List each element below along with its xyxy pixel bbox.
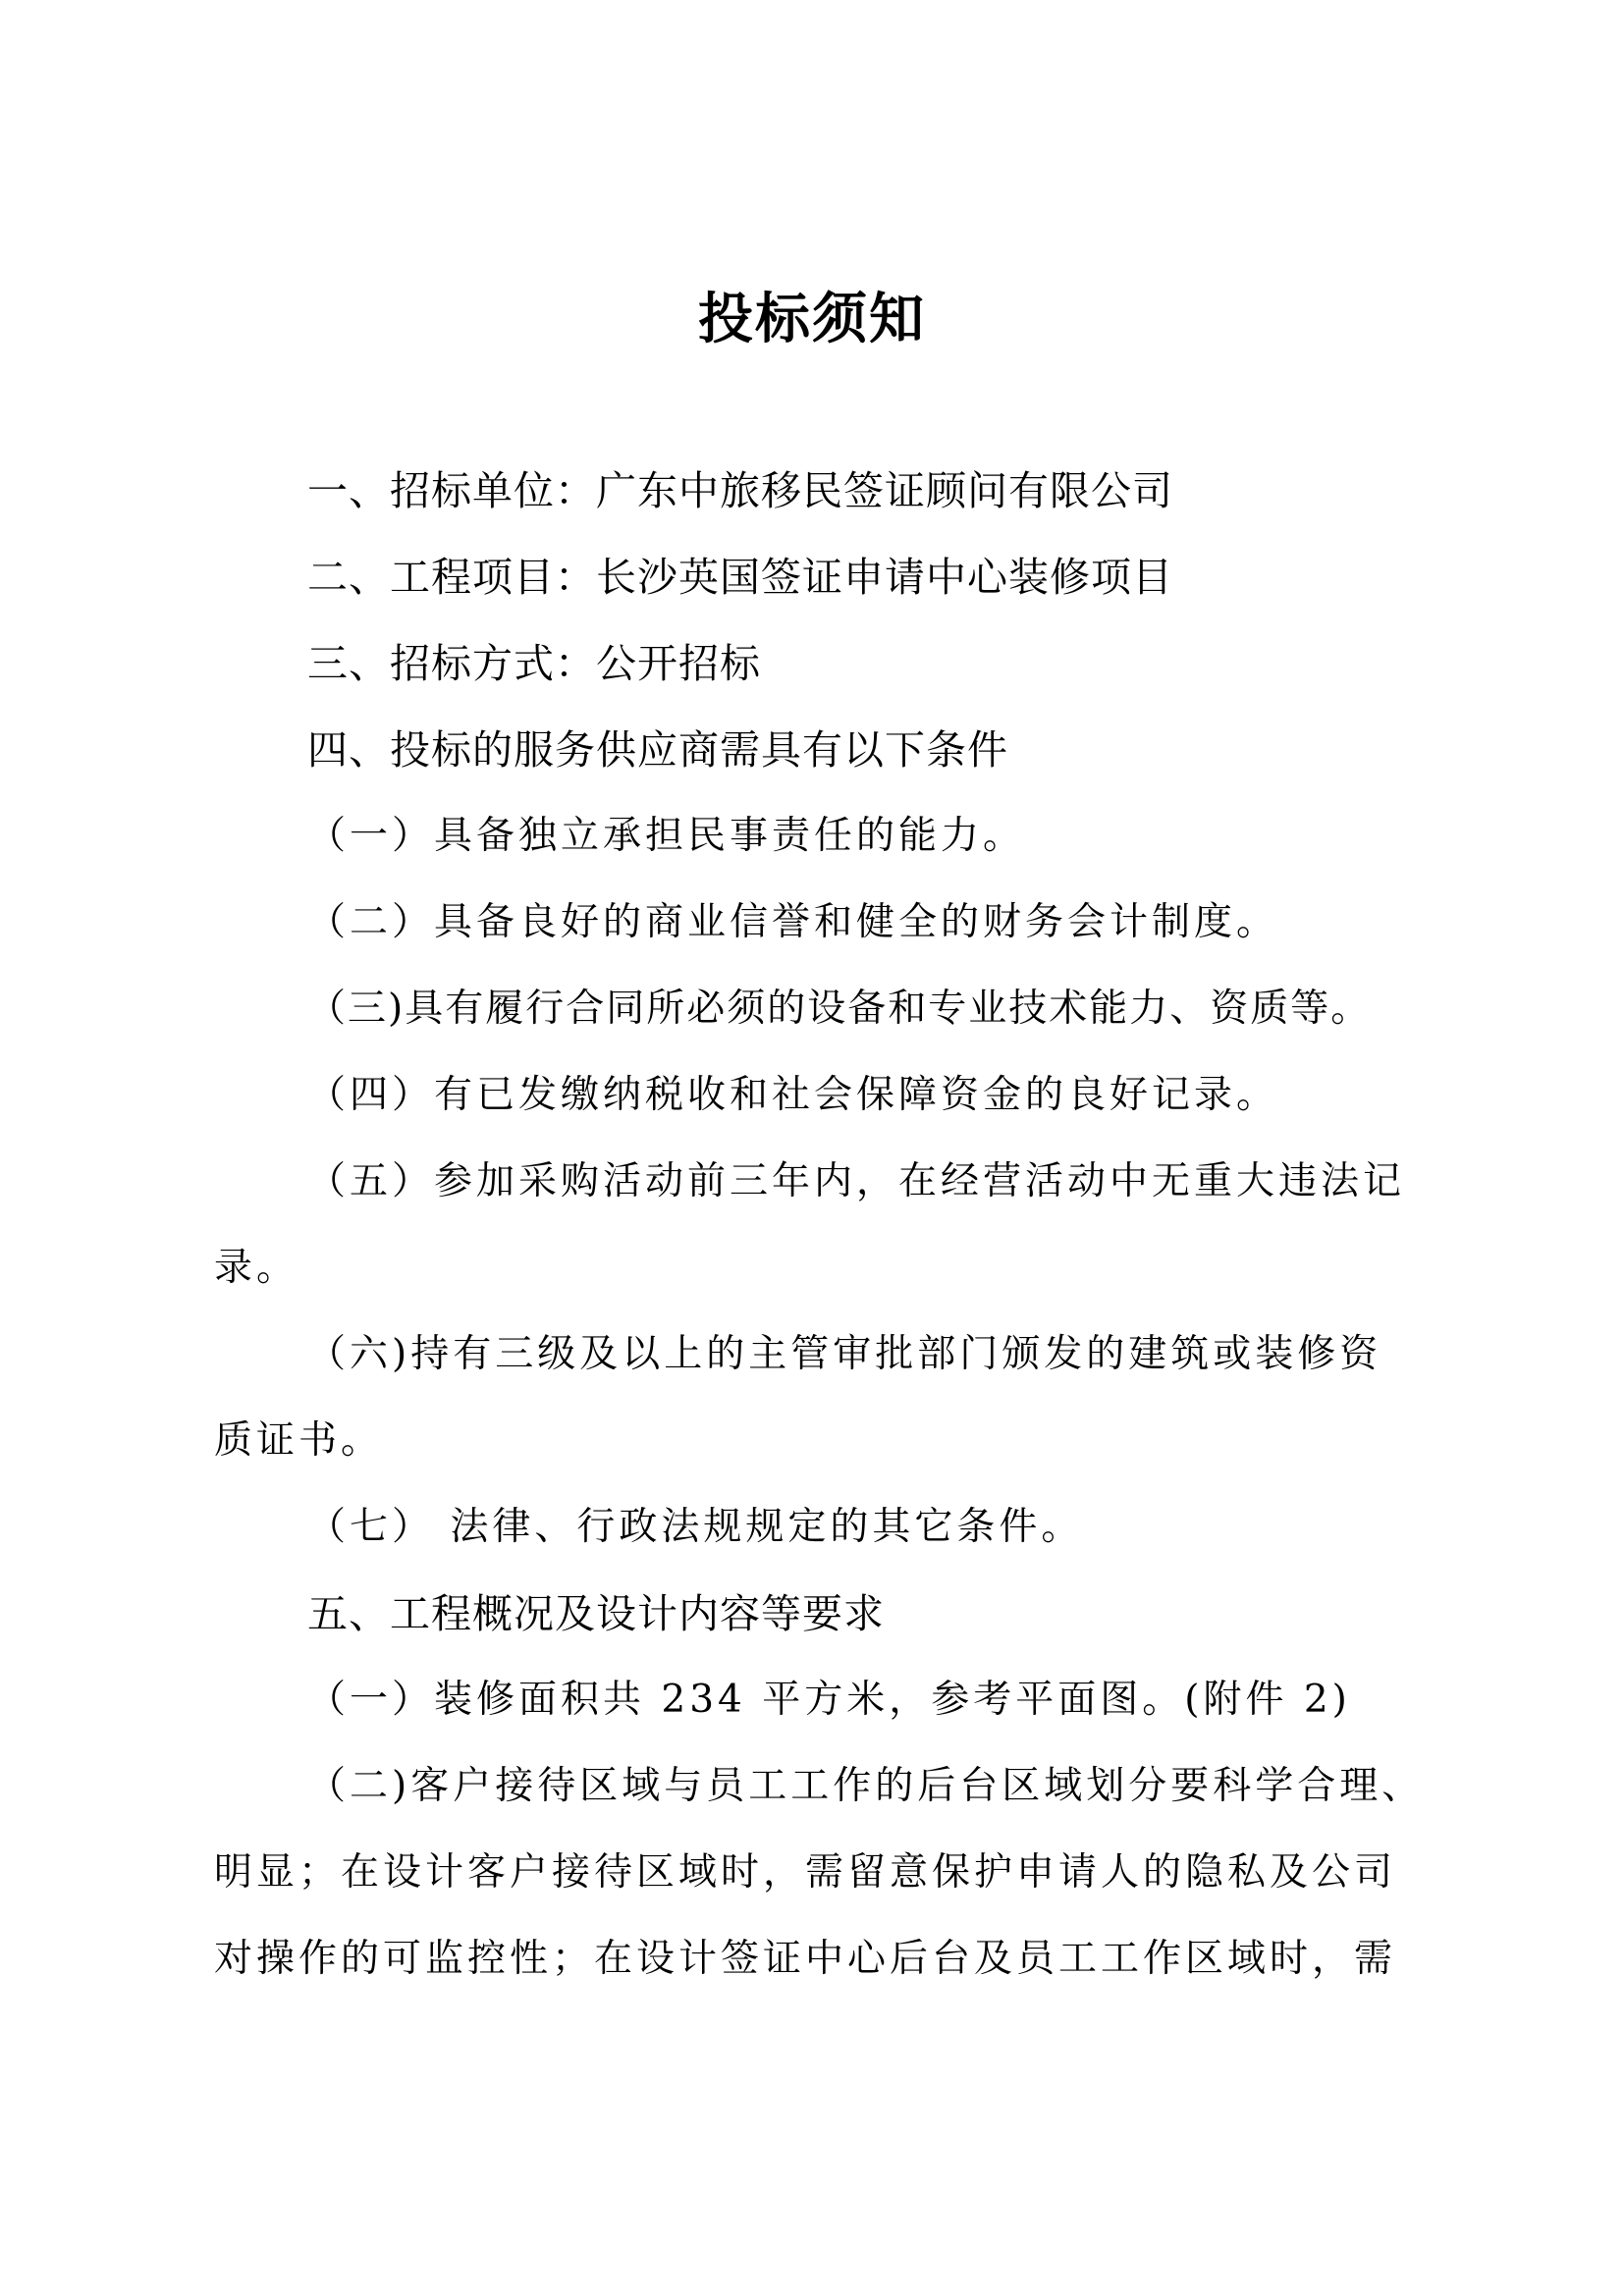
condition-1: （一）具备独立承担民事责任的能力。 [307,814,1026,858]
condition-2: （二）具备良好的商业信誉和健全的财务会计制度。 [307,900,1279,944]
section-5-item-2-line-1: （二)客户接待区域与员工工作的后台区域划分要科学合理、 [307,1764,1425,1808]
section-5-item-2-line-3: 对操作的可监控性；在设计签证中心后台及员工工作区域时，需 [214,1937,1397,1981]
condition-6-line-2: 质证书。 [214,1418,384,1463]
section-1-bidding-unit: 一、招标单位：广东中旅移民签证顾问有限公司 [307,467,1173,514]
section-5-item-2-line-2: 明显；在设计客户接待区域时，需留意保护申请人的隐私及公司 [214,1850,1397,1895]
section-4-conditions-heading: 四、投标的服务供应商需具有以下条件 [307,726,1008,774]
condition-7: （七） 法律、行政法规规定的其它条件。 [307,1505,1084,1549]
section-5-heading: 五、工程概况及设计内容等要求 [307,1590,885,1637]
condition-5-line-1: （五）参加采购活动前三年内，在经营活动中无重大违法记 [307,1159,1406,1203]
section-5-item-1: （一）装修面积共 234 平方米，参考平面图。(附件 2) [307,1678,1351,1722]
condition-4: （四）有已发缴纳税收和社会保障资金的良好记录。 [307,1073,1279,1117]
section-3-bidding-method: 三、招标方式：公开招标 [307,640,761,687]
condition-6-line-1: （六)持有三级及以上的主管审批部门颁发的建筑或装修资 [307,1332,1382,1376]
condition-3: （三)具有履行合同所必须的设备和专业技术能力、资质等。 [307,987,1372,1031]
page-title: 投标须知 [698,287,926,351]
condition-5-line-2: 录。 [214,1246,299,1290]
section-2-project: 二、工程项目：长沙英国签证申请中心装修项目 [307,554,1173,601]
